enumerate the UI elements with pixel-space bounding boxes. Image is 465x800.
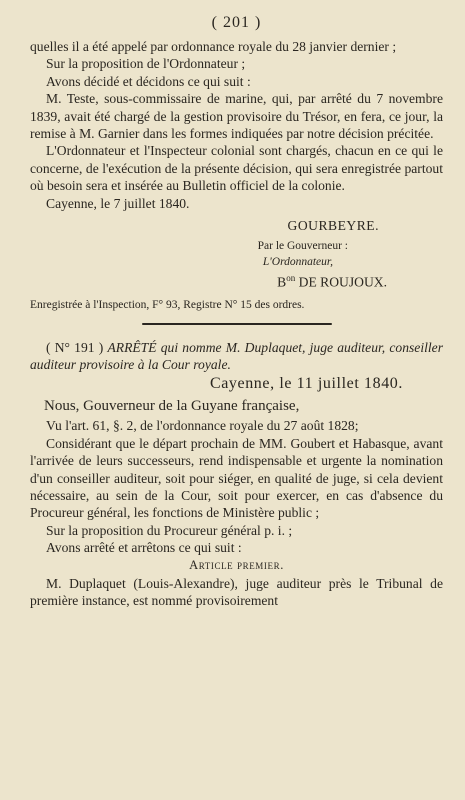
baron-superscript: on bbox=[286, 273, 296, 284]
registry-note: Enregistrée à l'Inspection, F° 93, Registre N° 15 des ordres. bbox=[30, 298, 305, 311]
ordonnateur-name: DE ROUJOUX. bbox=[295, 274, 387, 290]
baron-prefix: B bbox=[277, 274, 287, 290]
arrete-considerant: Considérant que le départ prochain de MM. Goubert et Habasque, avant l'arrivée de leurs successeurs, rend indispensable et urgente la nomination d'un conseiller auditeur, soit pour siéger, en qualité de juge, si cela devient nécessaire, au sein de la Cour, soit pour exercer, en cas d'absence du Procureur général, les fonctions de Ministère public ; bbox=[30, 435, 443, 521]
paragraph-execution: L'Ordonnateur et l'Inspecteur colonial sont chargés, chacun en ce qui le concerne, de l'exécution de la présente décision, qui sera enregistrée partout où besoin sera et insérée au Bulletin officiel de la colonie. bbox=[30, 143, 443, 194]
signature-by-governor: Par le Gouverneur : bbox=[257, 240, 348, 253]
paragraph-continuation: quelles il a été appelé par ordonnance royale du 28 janvier dernier ; bbox=[30, 39, 397, 54]
arrete-heading bbox=[30, 339, 443, 374]
arrete-vu: Vu l'art. 61, §. 2, de l'ordonnance royale du 27 août 1828; bbox=[46, 418, 359, 434]
arrete-proposition: Sur la proposition du Procureur général p. i. ; bbox=[46, 522, 293, 538]
paragraph-proposition: Sur la proposition de l'Ordonnateur ; bbox=[46, 56, 246, 72]
arrete-title: ARRÊTÉ qui nomme M. Duplaquet, juge auditeur, conseiller auditeur provisoire à la Cour royale. bbox=[30, 339, 443, 372]
arrete-number: ( N° 191 ) bbox=[46, 339, 108, 355]
signature-role: L'Ordonnateur, bbox=[262, 256, 333, 269]
article-title: Article premier. bbox=[189, 557, 284, 572]
arrete-avons: Avons arrêté et arrêtons ce qui suit : bbox=[46, 540, 242, 556]
decision-date: Cayenne, le 7 juillet 1840. bbox=[46, 195, 190, 211]
arrete-nous: Nous, Gouverneur de la Guyane française, bbox=[44, 398, 300, 415]
paragraph-avons-decide: Avons décidé et décidons ce qui suit : bbox=[46, 73, 251, 89]
signature-governor: GOURBEYRE. bbox=[287, 218, 379, 234]
signature-ordonnateur bbox=[30, 273, 443, 291]
page-number: ( 201 ) bbox=[211, 14, 262, 31]
arrete-place-date: Cayenne, le 11 juillet 1840. bbox=[209, 375, 403, 393]
paragraph-teste: M. Teste, sous-commissaire de marine, qui, par arrêté du 7 novembre 1839, avait été chargé de la gestion provisoire du Trésor, en fera, ce jour, la remise à M. Garnier dans les formes indiquées par notre décision précitée. bbox=[30, 91, 443, 142]
article-text: M. Duplaquet (Louis-Alexandre), juge auditeur près le Tribunal de première instance, est nommé provisoirement bbox=[30, 575, 443, 609]
section-divider bbox=[142, 323, 332, 325]
